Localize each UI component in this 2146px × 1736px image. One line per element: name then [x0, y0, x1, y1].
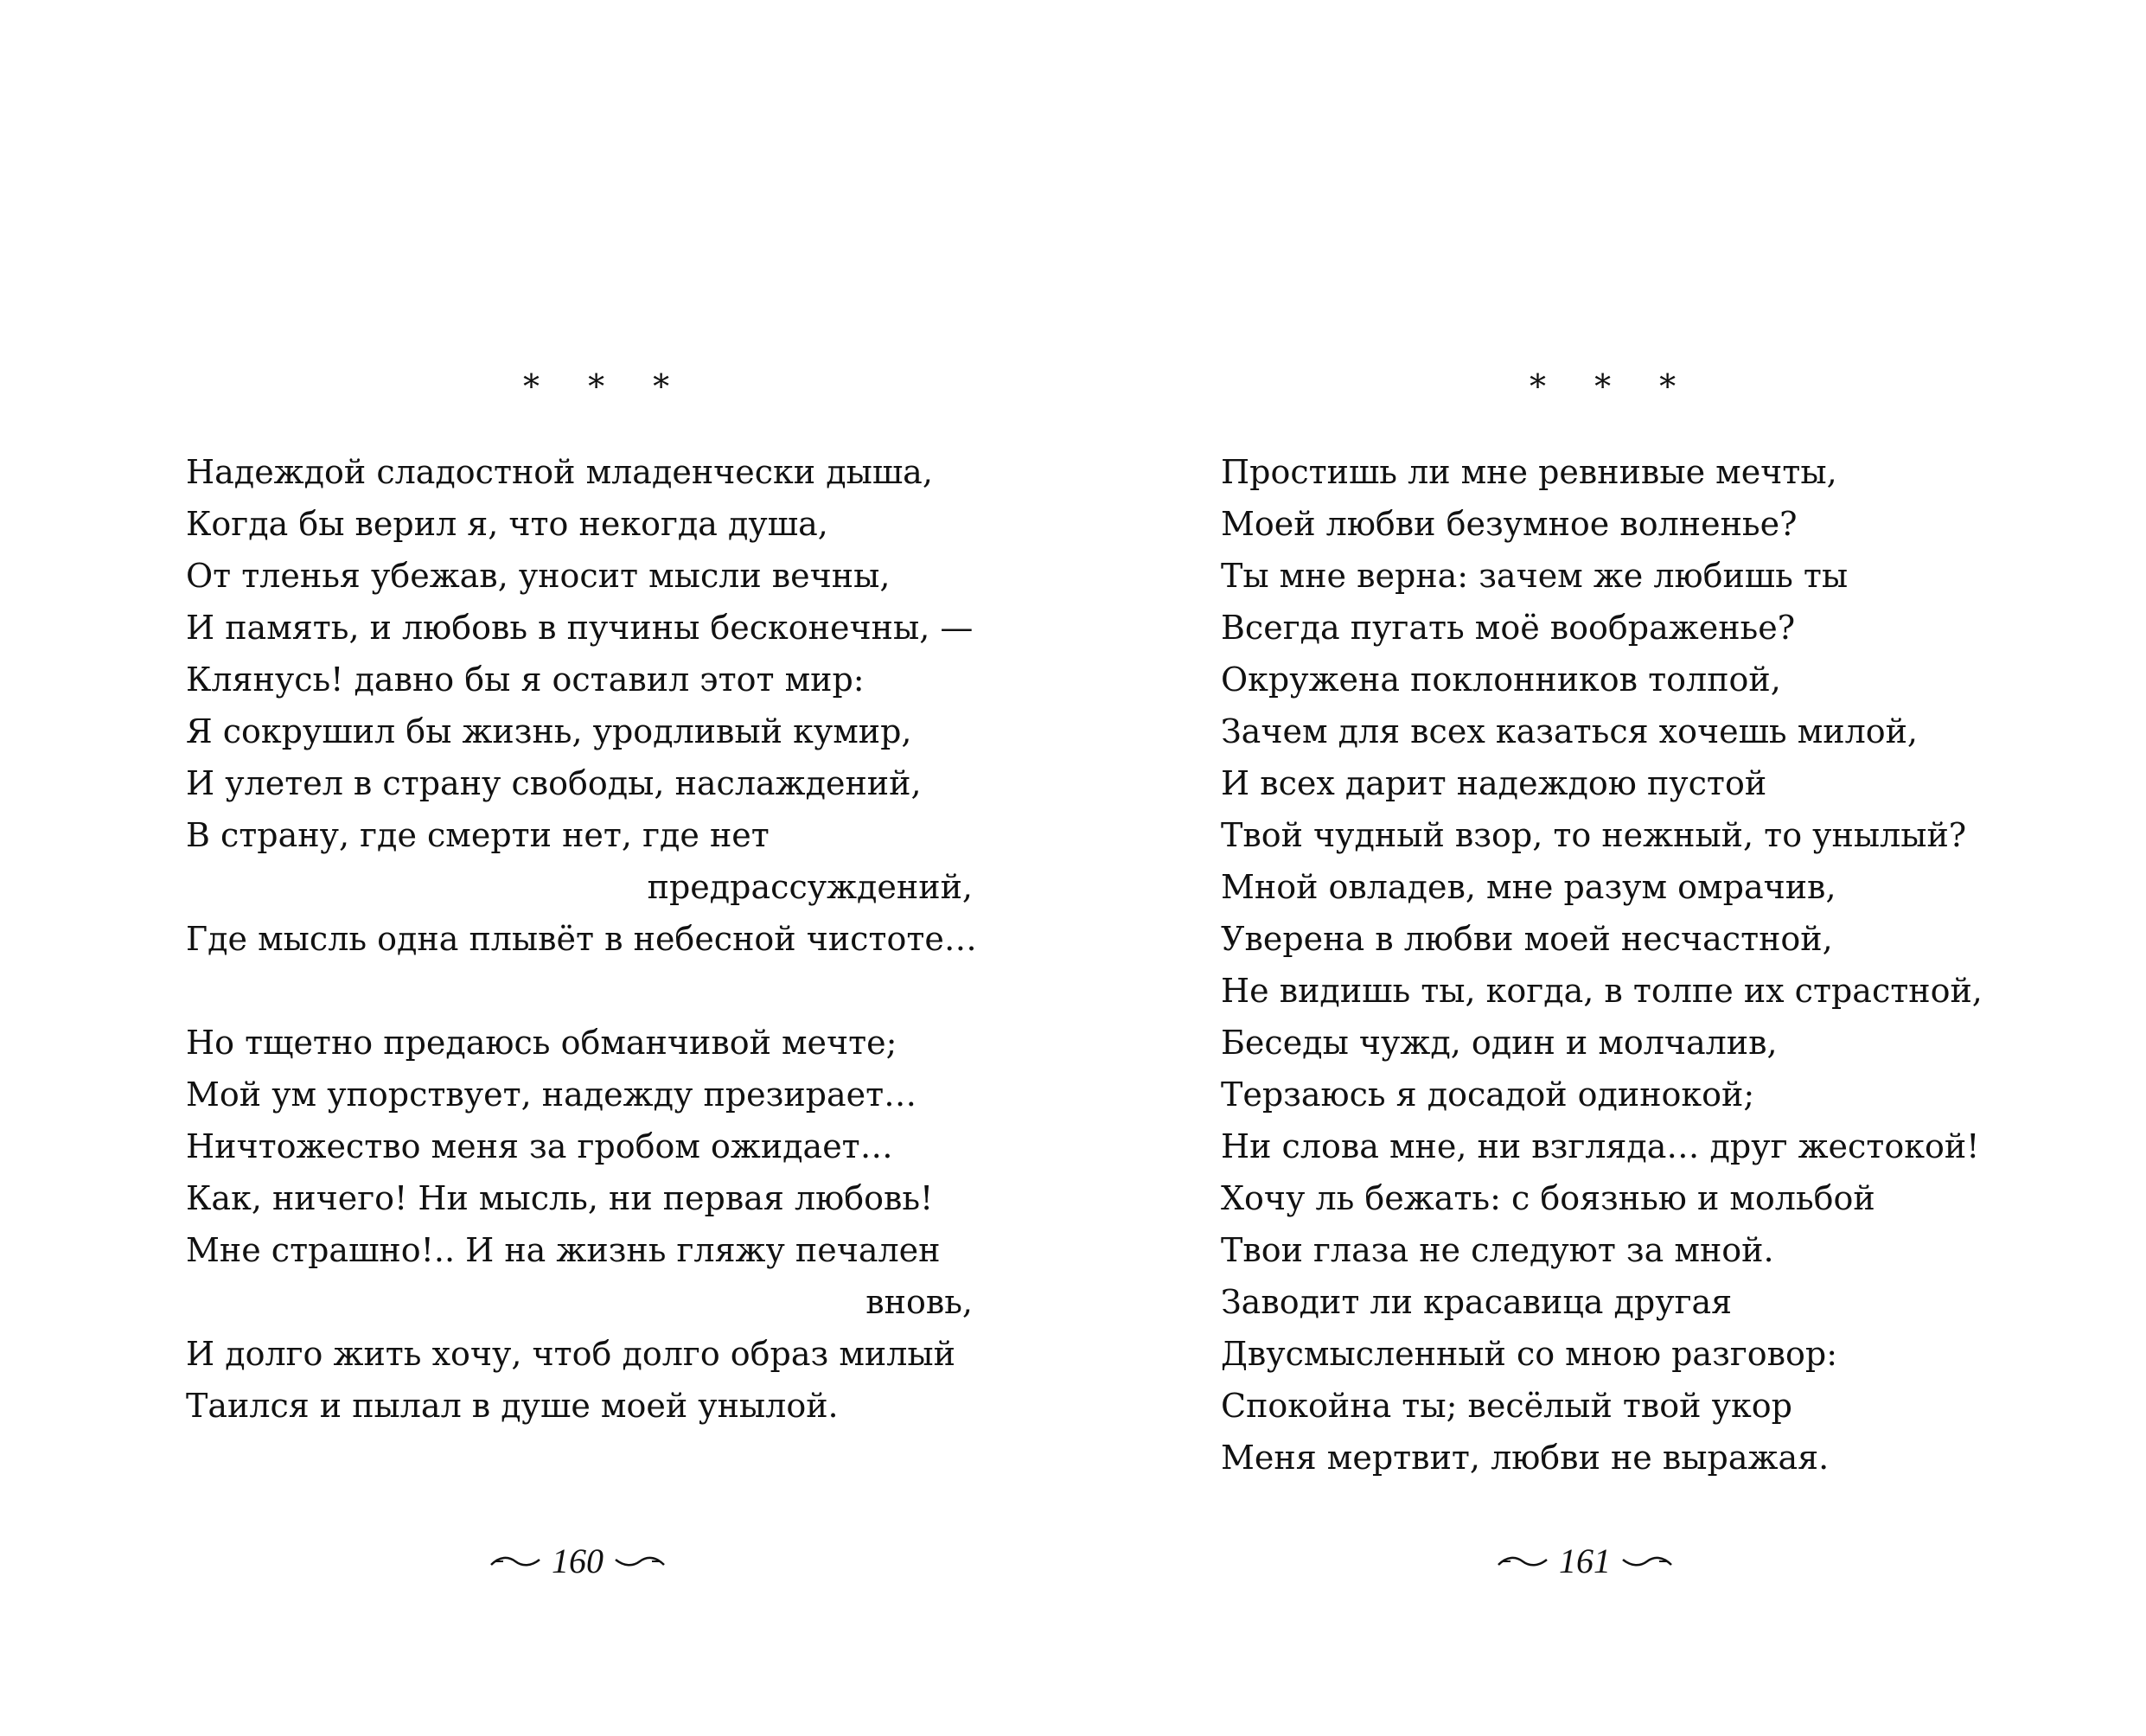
poem-line-continuation: вновь,: [865, 1283, 973, 1321]
poem-line: Всегда пугать моё воображенье?: [1221, 609, 1796, 647]
poem-line-continuation: предрассуждений,: [647, 868, 973, 906]
right-page: [1073, 0, 2146, 1736]
poem-line: Простишь ли мне ревнивые мечты,: [1221, 453, 1837, 491]
section-ornament: * * *: [523, 367, 689, 405]
poem-line: Меня мертвит, любви не выражая.: [1221, 1439, 1830, 1477]
poem-line: Не видишь ты, когда, в толпе их страстной,: [1221, 972, 1983, 1010]
poem-line: Твой чудный взор, то нежный, то унылый?: [1221, 816, 1967, 854]
flourish-left-icon: [489, 1553, 541, 1570]
poem-line: Моей любви безумное волненье?: [1221, 505, 1798, 543]
poem-line: Мной овладев, мне разум омрачив,: [1221, 868, 1836, 906]
poem-line: Надеждой сладостной младенчески дыша,: [186, 453, 933, 491]
poem-line: Хочу ль бежать: с боязнью и мольбой: [1221, 1179, 1875, 1217]
poem-line: Мне страшно!.. И на жизнь гляжу печален: [186, 1231, 941, 1269]
poem-line: И долго жить хочу, чтоб долго образ милый: [186, 1335, 955, 1373]
poem-line: Двусмысленный со мною разговор:: [1221, 1335, 1838, 1373]
poem-line: Уверена в любви моей несчастной,: [1221, 920, 1833, 958]
flourish-right-icon: [614, 1553, 666, 1570]
poem-line: Как, ничего! Ни мысль, ни первая любовь!: [186, 1179, 934, 1217]
section-ornament: * * *: [1530, 367, 1696, 405]
flourish-right-icon: [1621, 1553, 1673, 1570]
poem-line: Терзаюсь я досадой одинокой;: [1221, 1075, 1755, 1114]
page-number: [489, 1541, 666, 1581]
poem-line: От тленья убежав, уносит мысли вечны,: [186, 557, 891, 595]
poem-line: Окружена поклонников толпой,: [1221, 661, 1781, 699]
poem-line: Беседы чужд, один и молчалив,: [1221, 1024, 1778, 1062]
poem-line: Мой ум упорствует, надежду презирает…: [186, 1075, 917, 1114]
poem-line: Ты мне верна: зачем же любишь ты: [1221, 557, 1849, 595]
page-number-text: 160: [552, 1541, 604, 1580]
poem-text: [1221, 446, 2042, 1484]
page-number-text: 161: [1559, 1541, 1611, 1580]
page-number: [1497, 1541, 1673, 1581]
poem-line: Твои глаза не следуют за мной.: [1221, 1231, 1774, 1269]
poem-line: Ни слова мне, ни взгляда… друг жестокой!: [1221, 1127, 1980, 1165]
poem-line: Но тщетно предаюсь обманчивой мечте;: [186, 1024, 897, 1062]
poem-line: Я сокрушил бы жизнь, уродливый кумир,: [186, 712, 912, 750]
poem-line: И улетел в страну свободы, наслаждений,: [186, 764, 922, 802]
poem-line: Заводит ли красавица другая: [1221, 1283, 1733, 1321]
poem-line: Когда бы верил я, что некогда душа,: [186, 505, 828, 543]
stanza-gap: [186, 965, 973, 1017]
poem-line: Спокойна ты; весёлый твой укор: [1221, 1387, 1792, 1425]
poem-line: Где мысль одна плывёт в небесной чистоте…: [186, 920, 977, 958]
poem-line: И память, и любовь в пучины бесконечны, —: [186, 609, 974, 647]
flourish-left-icon: [1497, 1553, 1549, 1570]
poem-line: Ничтожество меня за гробом ожидает…: [186, 1127, 893, 1165]
poem-line: И всех дарит надеждою пустой: [1221, 764, 1767, 802]
poem-line: Зачем для всех казаться хочешь милой,: [1221, 712, 1918, 750]
poem-line: В страну, где смерти нет, где нет: [186, 816, 770, 854]
poem-line: Таился и пылал в душе моей унылой.: [186, 1387, 839, 1425]
poem-line: Клянусь! давно бы я оставил этот мир:: [186, 661, 865, 699]
poem-text: [186, 446, 977, 1432]
